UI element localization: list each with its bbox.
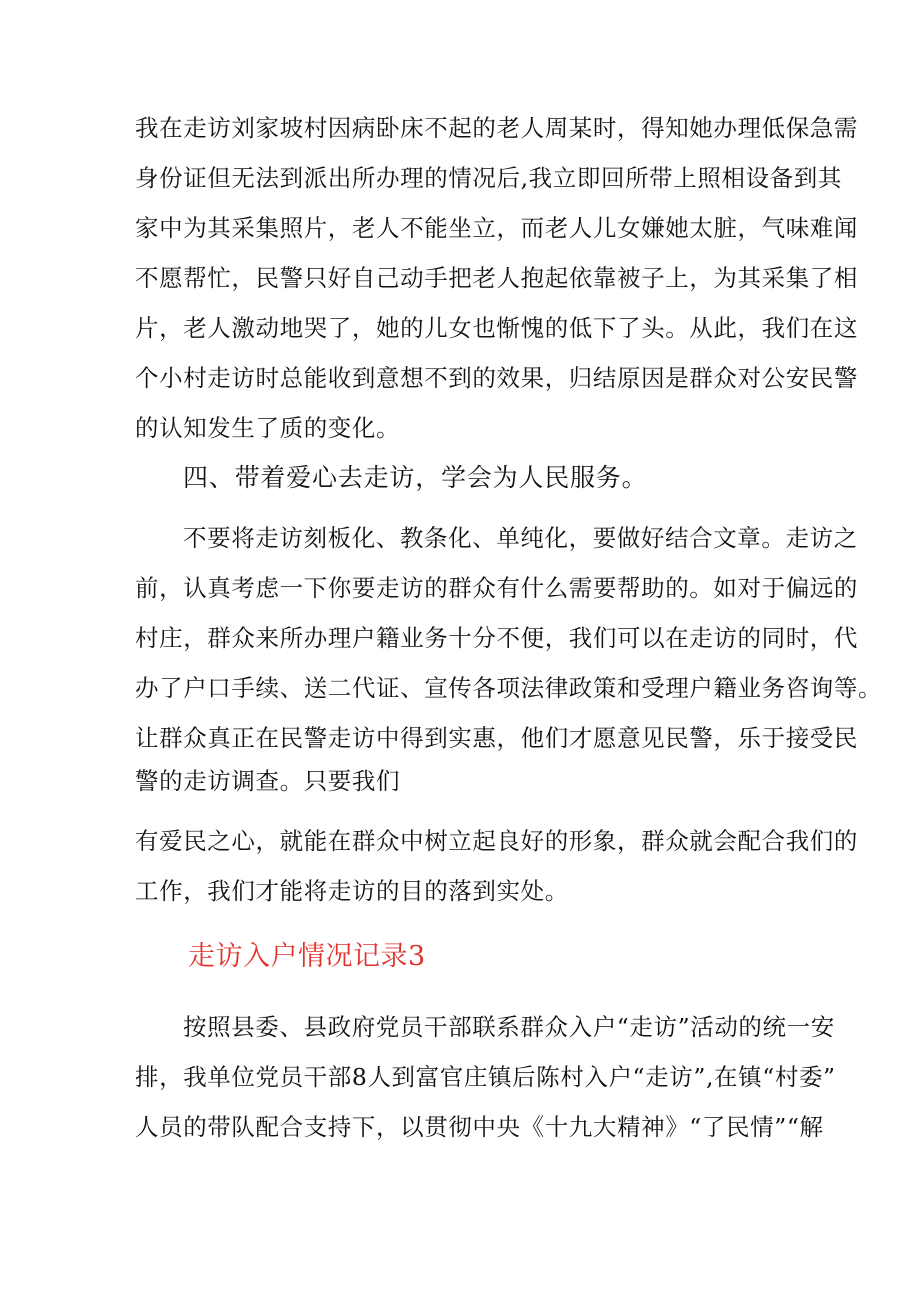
paragraph-4-line-2: 排，我单位党员干部8人到富官庄镇后陈村入户“走访”,在镇“村委” [135, 1063, 836, 1091]
section-title: 走访入户情况记录3 [188, 941, 426, 972]
paragraph-1-line-1: 我在走访刘家坡村因病卧床不起的老人周某时，得知她办理低保急需 [135, 114, 858, 142]
paragraph-3-line-2: 工作，我们才能将走访的目的落到实处。 [135, 877, 569, 905]
paragraph-2-line-5: 让群众真正在民警走访中得到实惠，他们才愿意见民警，乐于接受民 [135, 724, 858, 752]
paragraph-2-line-2: 前，认真考虑一下你要走访的群众有什么需要帮助的。如对于偏远的 [135, 574, 858, 602]
paragraph-2-line-1: 不要将走访刻板化、教条化、单纯化，要做好结合文章。走访之 [183, 524, 858, 552]
paragraph-1-line-5: 片，老人激动地哭了，她的儿女也惭愧的低下了头。从此，我们在这 [135, 314, 858, 342]
paragraph-3-line-1: 有爱民之心，就能在群众中树立起良好的形象，群众就会配合我们的 [135, 827, 858, 855]
paragraph-4-line-3: 人员的带队配合支持下，以贯彻中央《十九大精神》“了民情”“解 [135, 1113, 824, 1141]
paragraph-1-line-2: 身份证但无法到派出所办理的情况后,我立即回所带上照相设备到其 [135, 164, 842, 192]
paragraph-1-line-7: 的认知发生了质的变化。 [135, 414, 401, 442]
section-heading-4: 四、带着爱心去走访，学会为人民服务。 [183, 463, 648, 492]
paragraph-1-line-4: 不愿帮忙，民警只好自己动手把老人抱起依靠被子上，为其采集了相 [135, 264, 858, 292]
paragraph-1-line-3: 家中为其采集照片，老人不能坐立，而老人儿女嫌她太脏，气味难闻 [135, 214, 858, 242]
paragraph-2-line-4: 办了户口手续、送二代证、宣传各项法律政策和受理户籍业务咨询等。 [135, 674, 883, 702]
paragraph-1-line-6: 个小村走访时总能收到意想不到的效果，归结原因是群众对公安民警 [135, 364, 858, 392]
paragraph-2-line-6: 警的走访调查。只要我们 [135, 767, 401, 795]
paragraph-2-line-3: 村庄，群众来所办理户籍业务十分不便，我们可以在走访的同时，代 [135, 624, 858, 652]
paragraph-4-line-1: 按照县委、县政府党员干部联系群众入户“走访”活动的统一安 [183, 1013, 835, 1041]
